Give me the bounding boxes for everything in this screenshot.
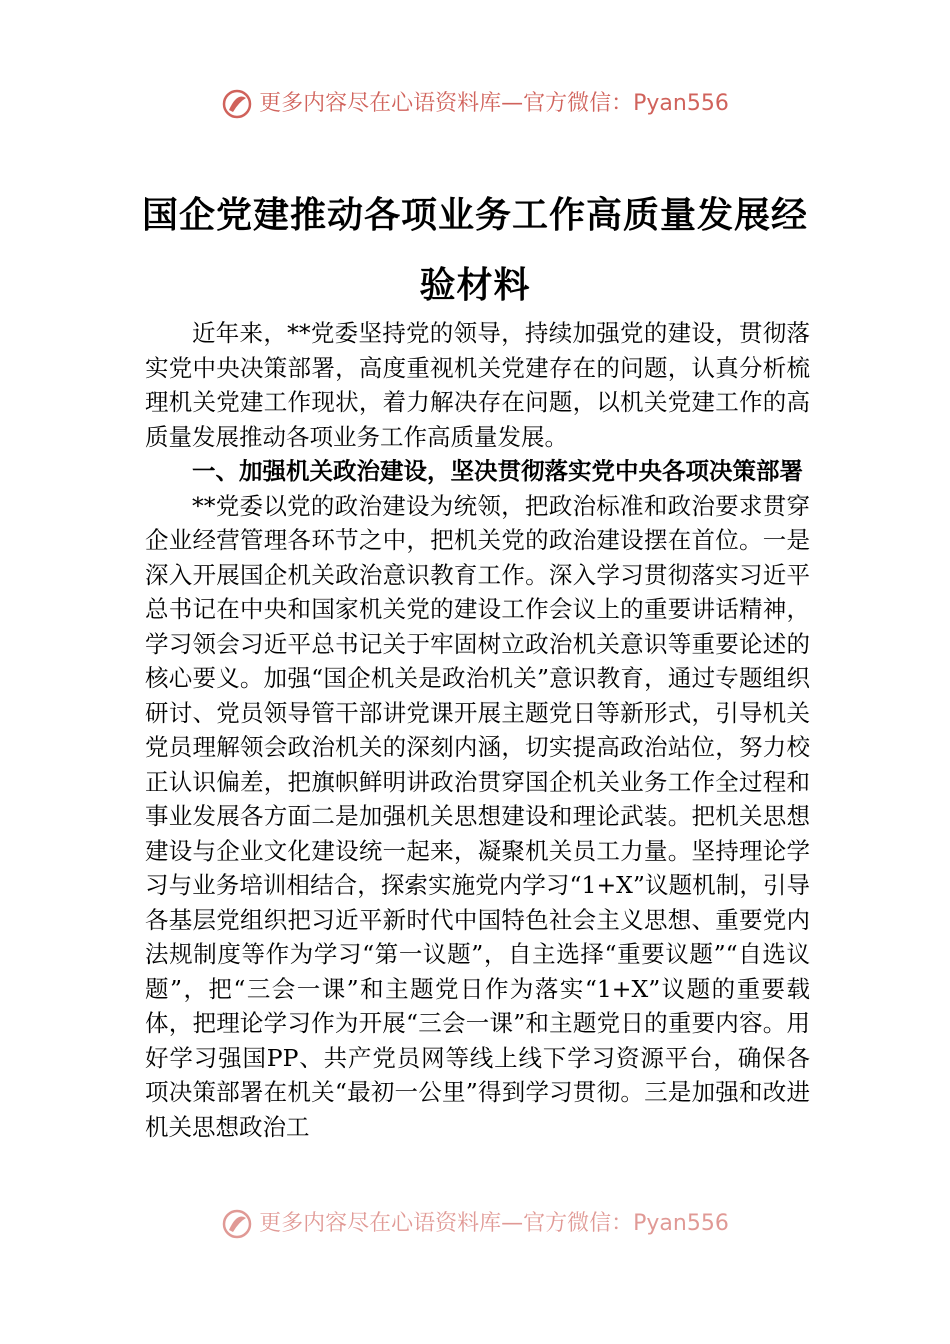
intro-paragraph: 近年来，**党委坚持党的领导，持续加强党的建设，贯彻落实党中央决策部署，高度重视机关党建存在的问题，认真分析梳理机关党建工作现状，着力解决存在问题，以机关党建工作的高质量发展推动各项业务工作高质量发展。 (145, 319, 810, 451)
watermark-text: 更多内容尽在心语资料库—官方微信：Pyan556 (259, 91, 729, 116)
watermark-bottom (0, 1206, 950, 1240)
watermark-logo-icon (221, 1208, 253, 1240)
document-body (145, 316, 810, 1144)
watermark-logo-icon (221, 88, 253, 120)
document-title: 国企党建推动各项业务工作高质量发展经验材料 (141, 194, 808, 306)
body-paragraph: **党委以党的政治建设为统领，把政治标准和政治要求贯穿企业经营管理各环节之中，把机关党的政治建设摆在首位。一是深入开展国企机关政治意识教育工作。深入学习贯彻落实习近平总书记在中央和国家机关党的建设工作会议上的重要讲话精神，学习领会习近平总书记关于牢固树立政治机关意识等重要论述的核心要义。加强“国企机关是政治机关”意识教育，通过专题组织研讨、党员领导管干部讲党课开展主题党日等新形式，引导机关党员理解领会政治机关的深刻内涵，切实提高政治站位，努力校正认识偏差，把旗帜鲜明讲政治贯穿国企机关业务工作全过程和事业发展各方面二是加强机关思想建设和理论武装。把机关思想建设与企业文化建设统一起来，凝聚机关员工力量。坚持理论学习与业务培训相结合，探索实施党内学习“1+X”议题机制，引导各基层党组织把习近平新时代中国特色社会主义思想、重要党内法规制度等作为学习“第一议题”，自主选择“重要议题”“自选议题”，把“三会一课”和主题党日作为落实“1+X”议题的重要载体，把理论学习作为开展“三会一课”和主题党日的重要内容。用好学习强国PP、共产党员网等线上线下学习资源平台，确保各项决策部署在机关“最初一公里”得到学习贯彻。三是加强和改进机关思想政治工 (145, 491, 810, 1141)
watermark-top (0, 86, 950, 120)
section-heading-1: 一、加强机关政治建设，坚决贯彻落实党中央各项决策部署 (192, 457, 803, 485)
watermark-text: 更多内容尽在心语资料库—官方微信：Pyan556 (259, 1211, 729, 1236)
